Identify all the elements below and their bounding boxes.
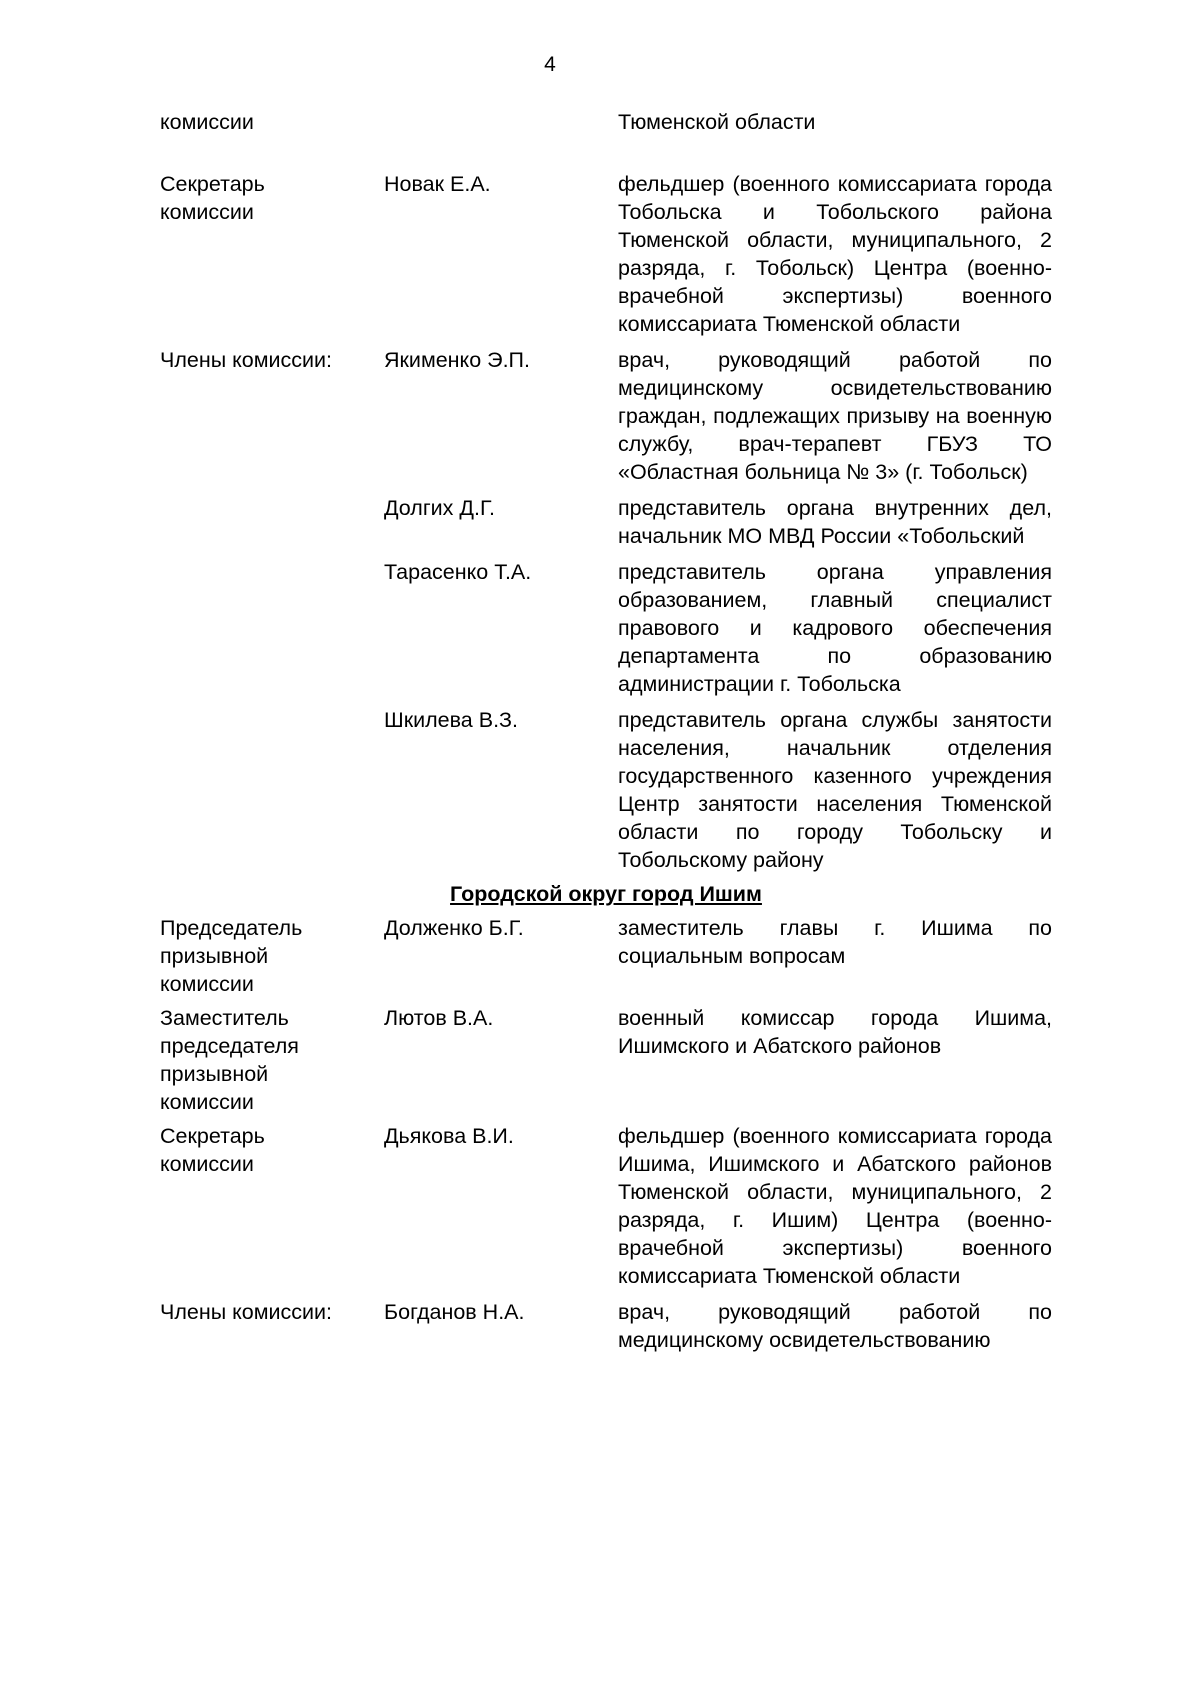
role-cell: Секретарь комиссии bbox=[160, 1124, 265, 1176]
section-heading: Городской округ город Ишим bbox=[450, 882, 762, 906]
position-cell: представитель органа службы занятости населения, начальник отделения государственного казенного учреждения Центр занятости населения Тюменской области по городу Тобольску и Тобольскому району bbox=[618, 708, 1052, 872]
table-row bbox=[160, 170, 1052, 338]
table-row bbox=[160, 108, 1052, 136]
table-row bbox=[160, 494, 1052, 550]
name-cell: Якименко Э.П. bbox=[384, 348, 530, 372]
table-row bbox=[160, 706, 1052, 874]
position-cell: представитель органа управления образованием, главный специалист правового и кадрового обеспечения департамента по образованию администрации г. Тобольска bbox=[618, 560, 1052, 696]
position-cell: врач, руководящий работой по медицинскому освидетельствованию bbox=[618, 1300, 1052, 1352]
position-cell: врач, руководящий работой по медицинскому освидетельствованию граждан, подлежащих призыву на военную службу, врач-терапевт ГБУЗ ТО «Областная больница № 3» (г. Тобольск) bbox=[618, 348, 1052, 484]
name-cell bbox=[384, 108, 618, 136]
position-cell: заместитель главы г. Ишима по социальным вопросам bbox=[618, 916, 1052, 968]
role-cell bbox=[160, 706, 384, 874]
position-cell: представитель органа внутренних дел, начальник МО МВД России «Тобольский bbox=[618, 496, 1052, 548]
name-cell: Дьякова В.И. bbox=[384, 1124, 514, 1148]
table-row bbox=[160, 346, 1052, 486]
role-cell: Члены комиссии: bbox=[160, 1300, 333, 1324]
role-cell bbox=[160, 558, 384, 698]
position-cell: военный комиссар города Ишима, Ишимского и Абатского районов bbox=[618, 1006, 1052, 1058]
role-cell: Члены комиссии: bbox=[160, 348, 333, 372]
position-cell: фельдшер (военного комиссариата города Тобольска и Тобольского района Тюменской области, муниципального, 2 разряда, г. Тобольск) Центра (военно-врачебной экспертизы) военного комиссариата Тюменской области bbox=[618, 172, 1052, 336]
page-number: 4 bbox=[544, 53, 556, 76]
name-cell: Богданов Н.А. bbox=[384, 1300, 525, 1324]
table-row bbox=[160, 558, 1052, 698]
position-cell: фельдшер (военного комиссариата города Ишима, Ишимского и Абатского районов Тюменской области, муниципального, 2 разряда, г. Ишим) Центра (военно-врачебной экспертизы) военного комиссариата Тюменской области bbox=[618, 1124, 1052, 1288]
name-cell: Шкилева В.З. bbox=[384, 708, 519, 732]
name-cell: Тарасенко Т.А. bbox=[384, 560, 532, 584]
commission-document bbox=[160, 108, 1052, 1354]
name-cell: Лютов В.А. bbox=[384, 1006, 494, 1030]
role-cell: Председатель призывной комиссии bbox=[160, 916, 303, 996]
name-cell: Новак Е.А. bbox=[384, 172, 491, 196]
position-cell: Тюменской области bbox=[618, 110, 816, 134]
table-row bbox=[160, 1004, 1052, 1116]
role-cell: Секретарь комиссии bbox=[160, 172, 265, 224]
table-row bbox=[160, 1298, 1052, 1354]
name-cell: Долженко Б.Г. bbox=[384, 916, 524, 940]
name-cell: Долгих Д.Г. bbox=[384, 496, 495, 520]
role-cell bbox=[160, 494, 384, 550]
table-row bbox=[160, 914, 1052, 998]
table-row bbox=[160, 1122, 1052, 1290]
role-cell: Заместитель председателя призывной комиссии bbox=[160, 1006, 299, 1114]
role-cell: комиссии bbox=[160, 110, 254, 134]
